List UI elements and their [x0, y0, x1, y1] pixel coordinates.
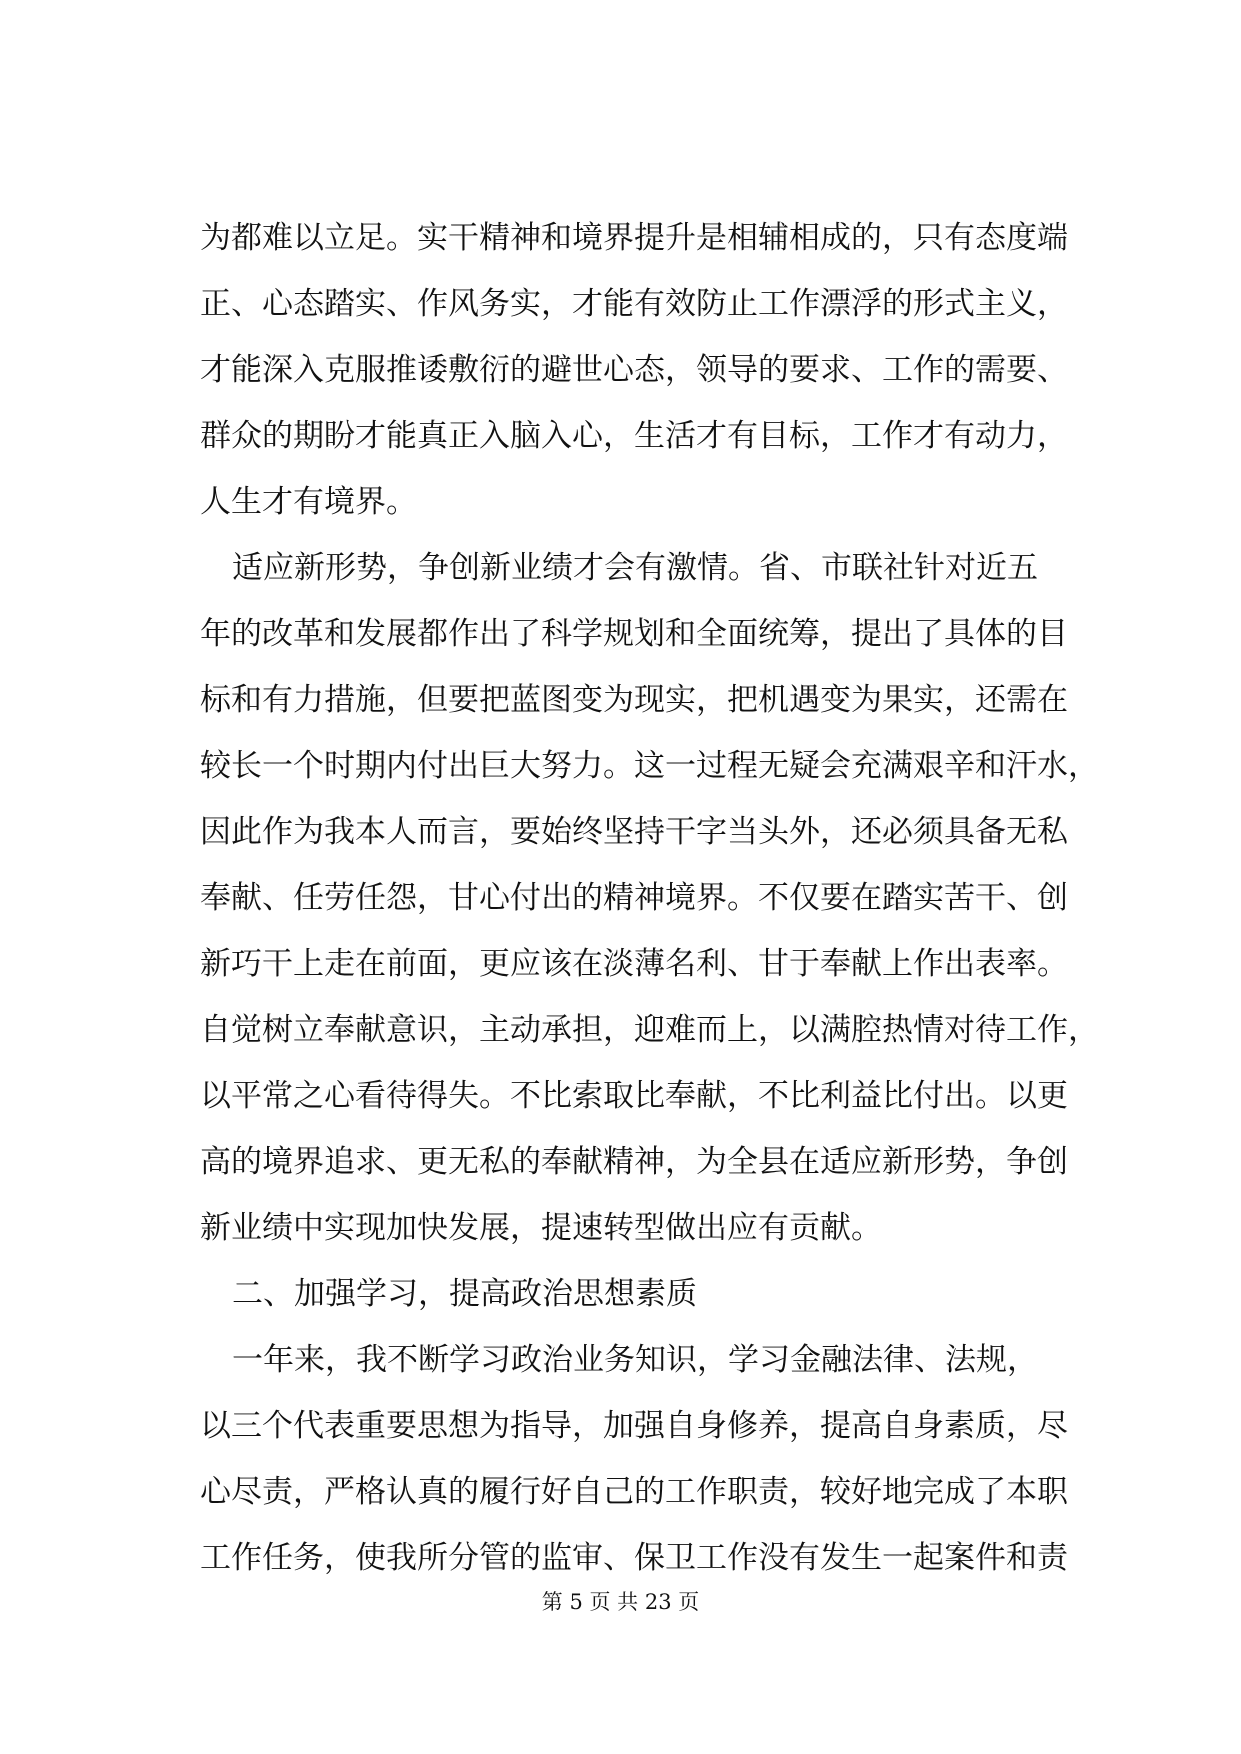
text-line-13: 自觉树立奉献意识，主动承担，迎难而上，以满腔热情对待工作，	[200, 1012, 1099, 1048]
text-line-4: 群众的期盼才能真正入脑入心，生活才有目标，工作才有动力，	[200, 418, 1068, 454]
paragraph-start-line: 一年来，我不断学习政治业务知识，学习金融法律、法规，	[232, 1342, 1038, 1378]
text-line-20: 心尽责，严格认真的履行好自己的工作职责，较好地完成了本职	[200, 1474, 1068, 1510]
text-line-3: 才能深入克服推诿敷衍的避世心态，领导的要求、工作的需要、	[200, 352, 1068, 388]
text-line-21: 工作任务，使我所分管的监审、保卫工作没有发生一起案件和责	[200, 1540, 1068, 1576]
page-number-footer: 第 5 页 共 23 页	[541, 1590, 700, 1614]
text-line-16: 新业绩中实现加快发展，提速转型做出应有贡献。	[200, 1210, 882, 1246]
text-line-2: 正、心态踏实、作风务实，才能有效防止工作漂浮的形式主义，	[200, 286, 1068, 322]
paragraph-start-line: 适应新形势，争创新业绩才会有激情。省、市联社针对近五	[232, 550, 1038, 586]
text-line-14: 以平常之心看待得失。不比索取比奉献，不比利益比付出。以更	[200, 1078, 1068, 1114]
text-line-12: 新巧干上走在前面，更应该在淡薄名利、甘于奉献上作出表率。	[200, 946, 1068, 982]
section-heading: 二、加强学习，提高政治思想素质	[232, 1276, 697, 1312]
text-line-8: 标和有力措施，但要把蓝图变为现实，把机遇变为果实，还需在	[200, 682, 1068, 718]
text-line-1: 为都难以立足。实干精神和境界提升是相辅相成的，只有态度端	[200, 220, 1068, 256]
text-line-5: 人生才有境界。	[200, 484, 417, 520]
text-line-11: 奉献、任劳任怨，甘心付出的精神境界。不仅要在踏实苦干、创	[200, 880, 1068, 916]
text-line-19: 以三个代表重要思想为指导，加强自身修养，提高自身素质，尽	[200, 1408, 1068, 1444]
text-line-15: 高的境界追求、更无私的奉献精神，为全县在适应新形势，争创	[200, 1144, 1068, 1180]
text-line-9: 较长一个时期内付出巨大努力。这一过程无疑会充满艰辛和汗水，	[200, 748, 1099, 784]
text-line-7: 年的改革和发展都作出了科学规划和全面统筹，提出了具体的目	[200, 616, 1068, 652]
text-line-10: 因此作为我本人而言，要始终坚持干字当头外，还必须具备无私	[200, 814, 1068, 850]
